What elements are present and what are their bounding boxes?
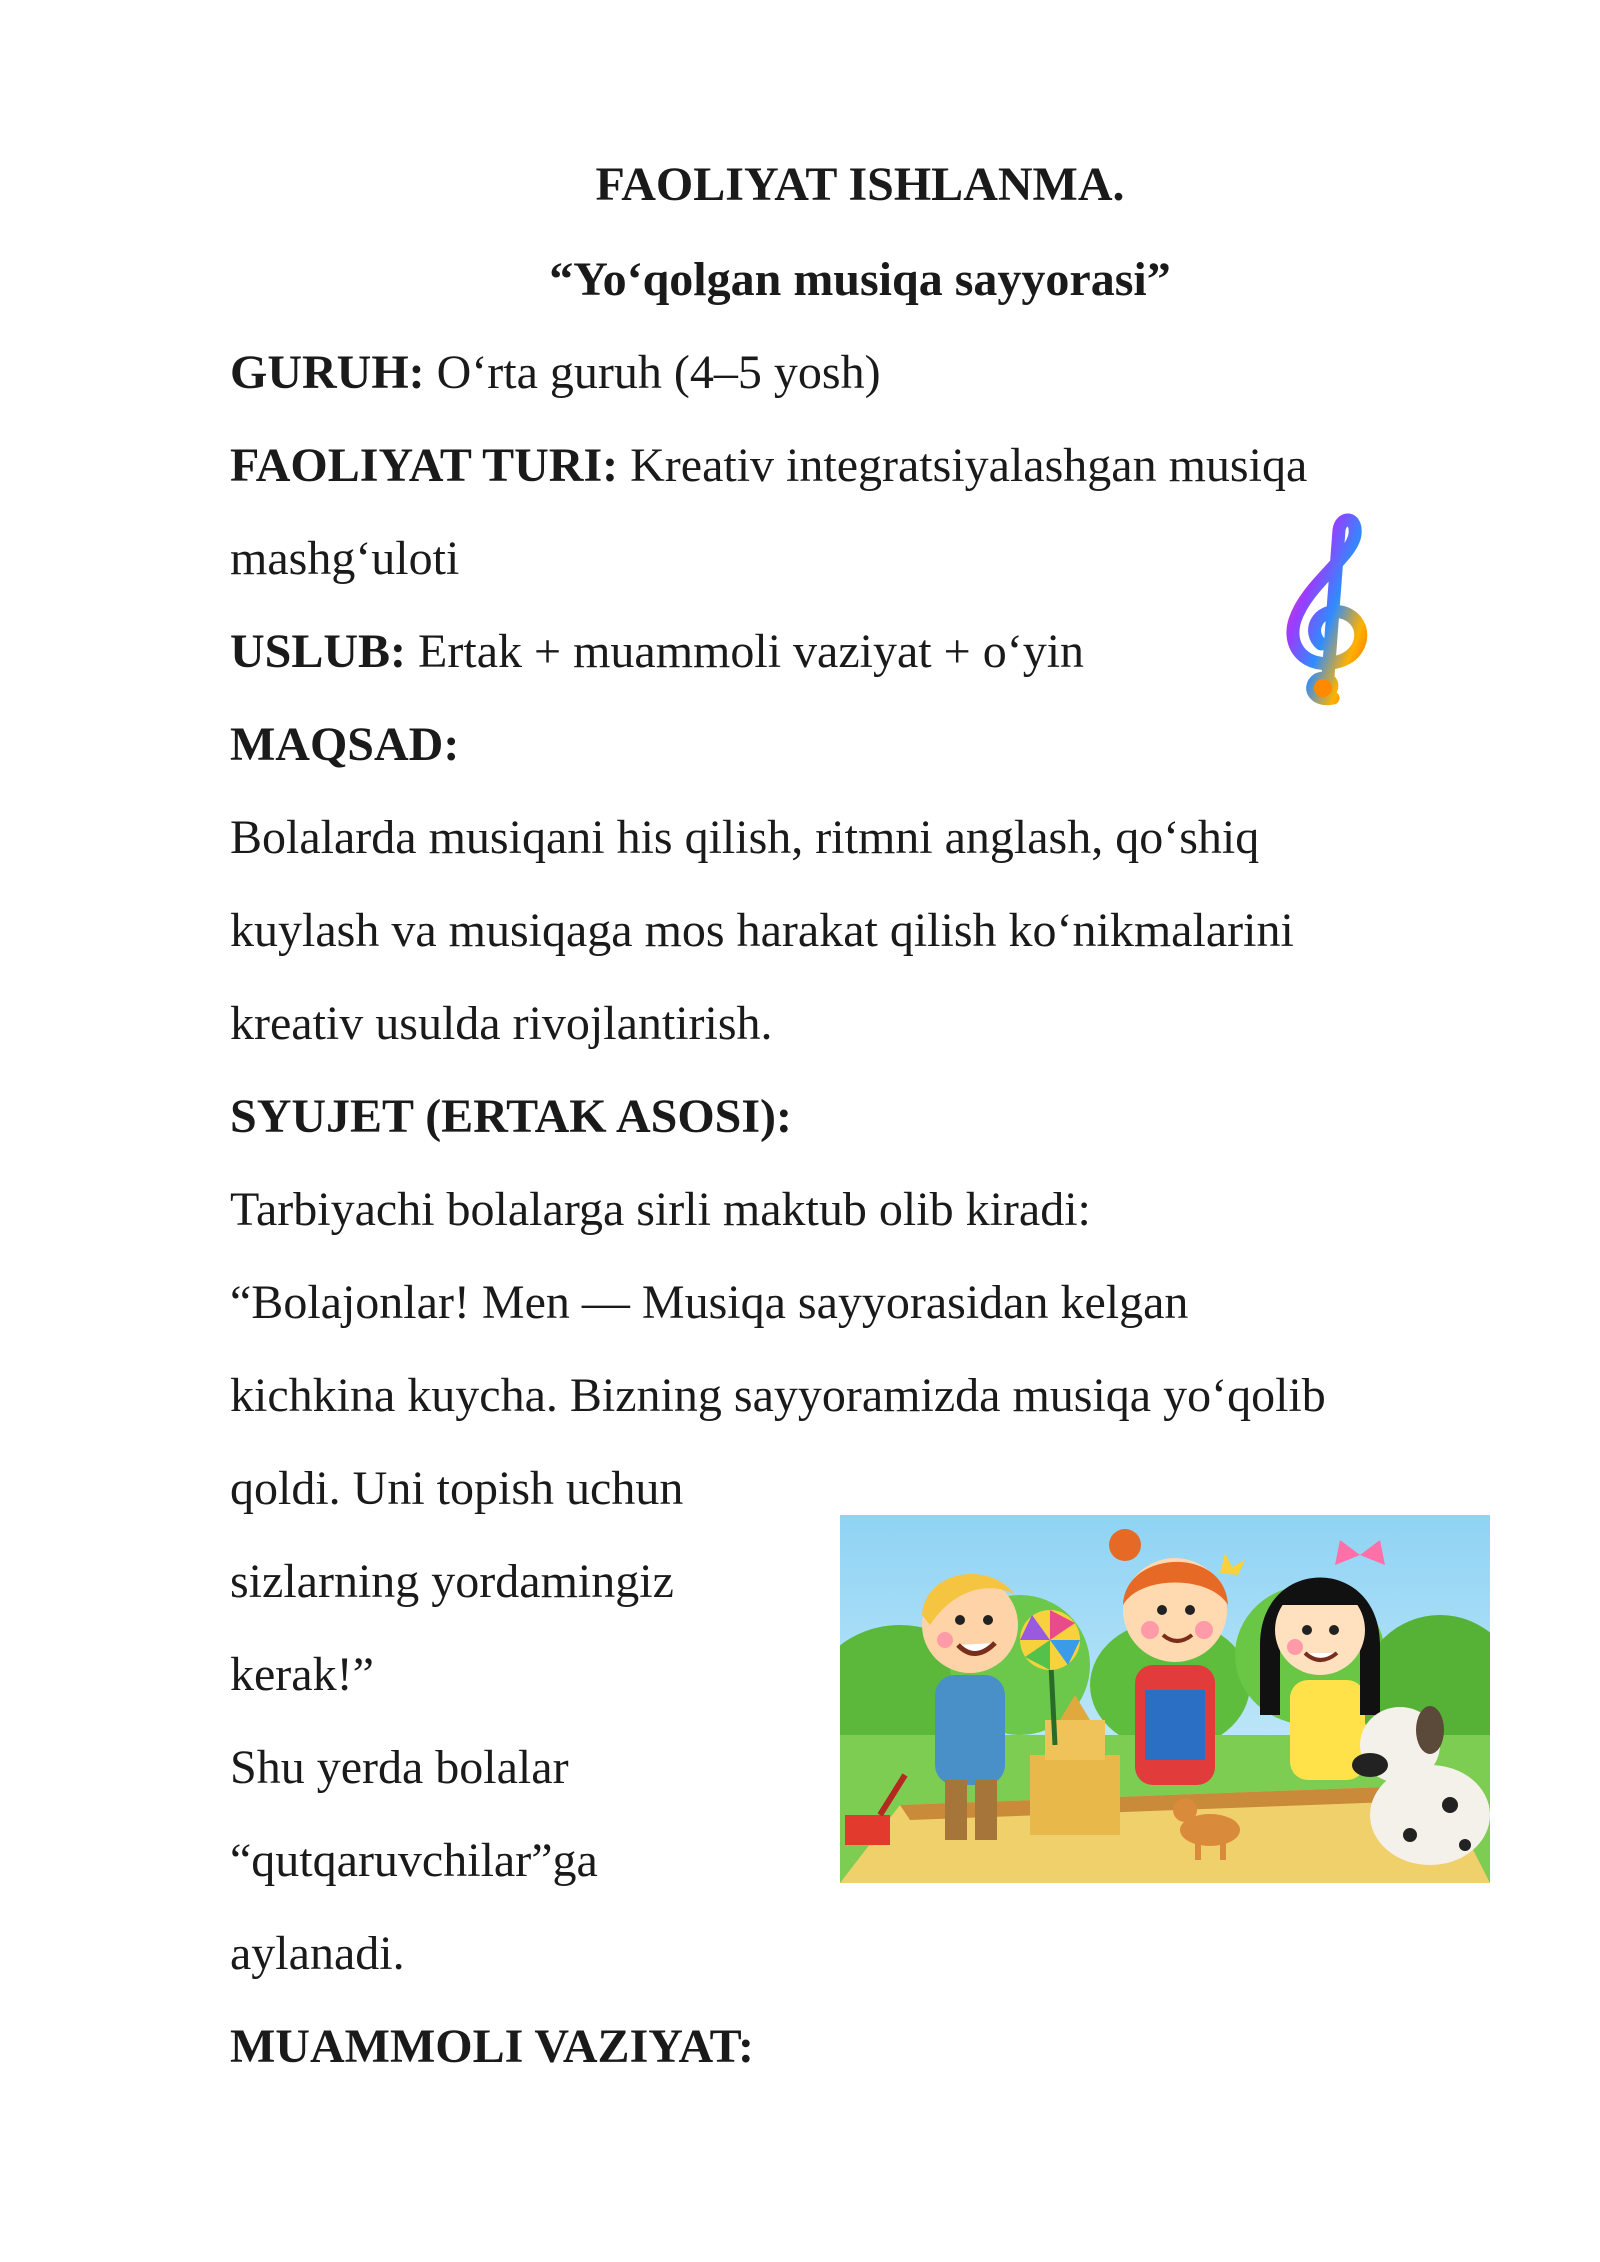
- maqsad-line-3: kreativ usulda rivojlantirish.: [230, 997, 773, 1050]
- guruh-label: GURUH:: [230, 346, 425, 399]
- maqsad-line-1: Bolalarda musiqani his qilish, ritmni anglash, qo‘shiq: [230, 811, 1260, 864]
- syujet-line-3: kichkina kuycha. Bizning sayyoramizda musiqa yo‘qolib: [230, 1369, 1326, 1422]
- uslub-value: Ertak + muammoli vaziyat + o‘yin: [418, 625, 1085, 678]
- syujet-line-6: kerak!”: [230, 1648, 374, 1701]
- document-title: FAOLIYAT ISHLANMA.: [595, 158, 1125, 211]
- uslub-label: USLUB:: [230, 625, 407, 678]
- uslub-line: [230, 622, 1084, 682]
- maqsad-heading: MAQSAD:: [230, 718, 460, 771]
- syujet-line-4: qoldi. Uni topish uchun: [230, 1462, 684, 1515]
- faoliyat-turi-value-continued: mashg‘uloti: [230, 532, 460, 585]
- treble-clef-icon: [1255, 510, 1395, 710]
- muammoli-vaziyat-heading: MUAMMOLI VAZIYAT:: [230, 2020, 755, 2073]
- cartoon-children-illustration: [840, 1515, 1490, 1883]
- maqsad-line-2: kuylash va musiqaga mos harakat qilish ko‘nikmalarini: [230, 904, 1294, 957]
- guruh-value: O‘rta guruh (4–5 yosh): [436, 346, 881, 399]
- document-subtitle: “Yo‘qolgan musiqa sayyorasi”: [549, 253, 1171, 306]
- guruh-line: [230, 343, 881, 403]
- syujet-line-8: “qutqaruvchilar”ga: [230, 1834, 598, 1887]
- faoliyat-turi-label: FAOLIYAT TURI:: [230, 439, 619, 492]
- faoliyat-turi-line: [230, 436, 1307, 496]
- syujet-line-1: Tarbiyachi bolalarga sirli maktub olib kiradi:: [230, 1183, 1091, 1236]
- syujet-line-7: Shu yerda bolalar: [230, 1741, 569, 1794]
- syujet-heading: SYUJET (ERTAK ASOSI):: [230, 1090, 793, 1143]
- syujet-line-2: “Bolajonlar! Men — Musiqa sayyorasidan kelgan: [230, 1276, 1189, 1329]
- syujet-line-5: sizlarning yordamingiz: [230, 1555, 674, 1608]
- syujet-line-9: aylanadi.: [230, 1927, 405, 1980]
- faoliyat-turi-value: Kreativ integratsiyalashgan musiqa: [630, 439, 1308, 492]
